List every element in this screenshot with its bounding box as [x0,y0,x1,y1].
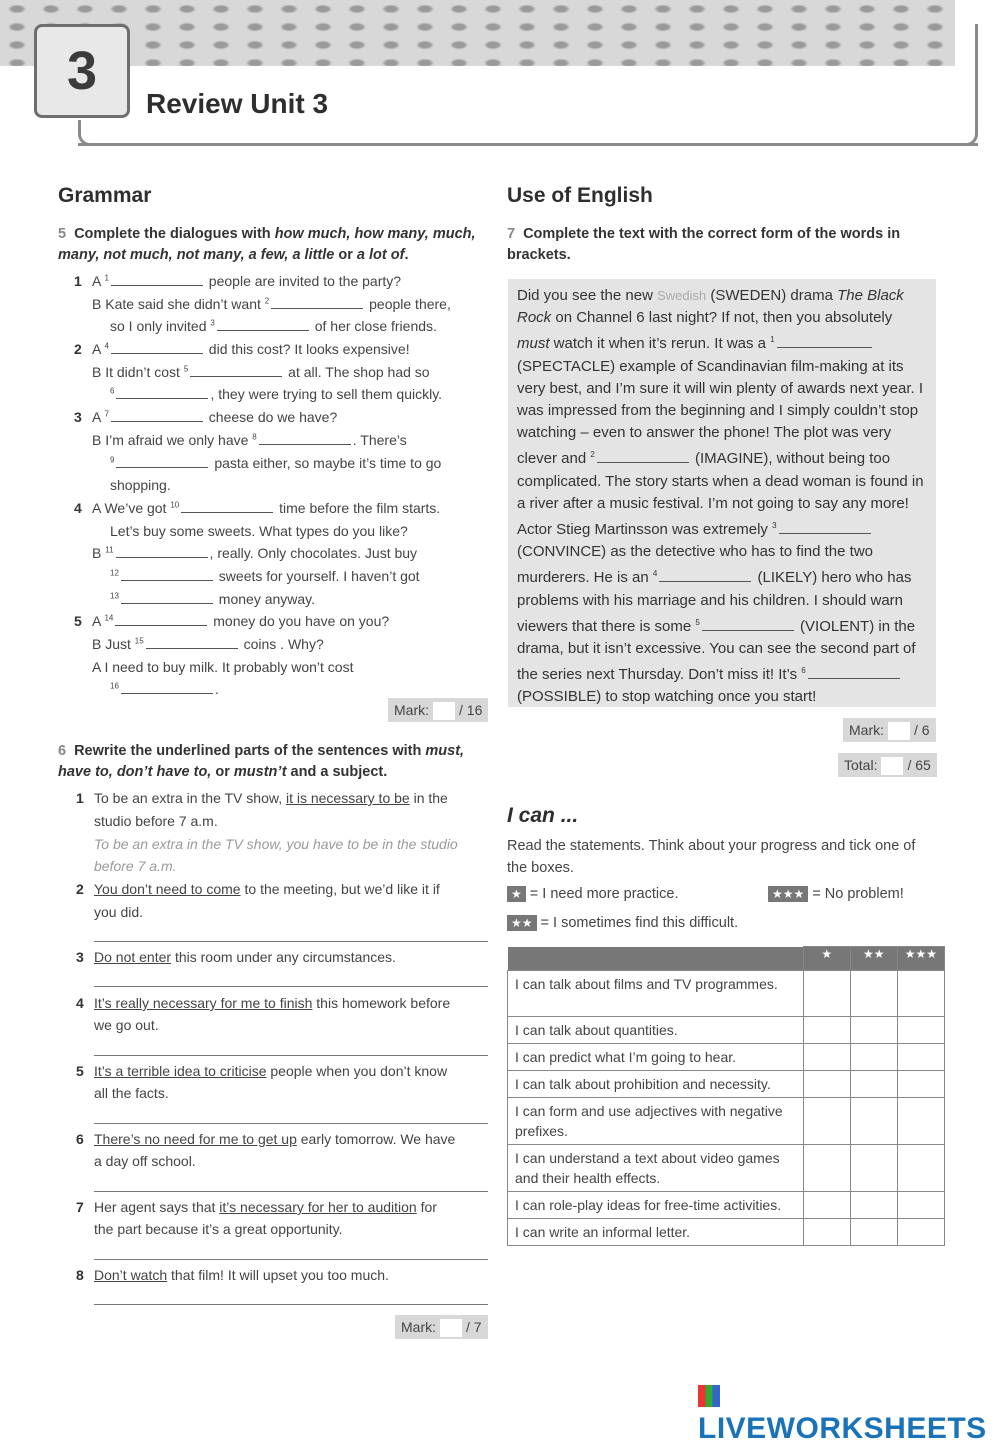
blank-9[interactable] [116,458,208,468]
header-frame-bottom [78,120,978,146]
ex5-instruction: 5 Complete the dialogues with how much, how many, much, many, not much, not many, a few, a little or a lot of. [58,226,476,263]
table-row: I can talk about prohibition and necessity. [508,1071,945,1098]
grammar-heading: Grammar [58,184,152,207]
blank-14[interactable] [115,616,207,626]
tick-box[interactable] [850,1098,897,1145]
answer-line-7[interactable] [94,1259,488,1260]
answer-line-8[interactable] [94,1304,488,1305]
blank-11[interactable] [116,548,208,558]
table-row: I can understand a text about video games and their health effects. [508,1145,945,1192]
blank-8[interactable] [259,435,351,445]
ex6-instruction: 6 Rewrite the underlined parts of the sentences with must, have to, don’t have to, or mustn’t and a subject. [58,743,465,780]
gap-2[interactable] [597,453,689,463]
liveworksheets-logo[interactable]: LIVEWORKSHEETS [698,1378,1000,1446]
blank-4[interactable] [111,344,203,354]
ex7-instruction: 7 Complete the text with the correct form of the words in brackets. [507,226,901,263]
tick-box[interactable] [850,1145,897,1192]
ex5-mark-box[interactable] [433,702,455,720]
tick-box[interactable] [897,971,944,1017]
three-stars-icon: ★★★ [768,886,808,902]
ex5-mark: Mark: / 16 [388,698,488,722]
unit-number-badge: 3 [34,24,130,118]
answer-line-5[interactable] [94,1123,488,1124]
col-two-stars: ★★ [850,947,897,971]
page-title: Review Unit 3 [146,88,329,119]
table-row: I can form and use adjectives with negative prefixes. [508,1098,945,1145]
ican-table-header [508,947,945,971]
ican-intro: Read the statements. Think about your progress and tick one of the boxes. [507,838,916,876]
ican-table [507,946,945,1246]
tick-box[interactable] [850,1219,897,1246]
use-of-english-heading: Use of English [507,184,653,207]
key-one-star: ★ = I need more practice. [507,886,678,902]
tick-box[interactable] [803,1145,850,1192]
table-row: I can predict what I’m going to hear. [508,1044,945,1071]
answer-line-6[interactable] [94,1191,488,1192]
answer-line-3[interactable] [94,986,488,987]
ex6-mark: Mark: / 7 [395,1315,488,1339]
key-three-stars: ★★★ = No problem! [768,886,904,902]
key-two-stars: ★★ = I sometimes find this difficult. [507,915,738,931]
tick-box[interactable] [803,1192,850,1219]
blank-1[interactable] [111,276,203,286]
ex7-mark-box[interactable] [888,722,910,740]
table-row: I can talk about quantities. [508,1017,945,1044]
ex7-mark: Mark: / 6 [843,718,936,742]
gap-1[interactable] [777,338,872,348]
answer-line-4[interactable] [94,1055,488,1056]
liveworksheets-icon [698,1385,720,1407]
gap-5[interactable] [702,621,794,631]
total-mark: Total: / 65 [838,753,937,777]
blank-15[interactable] [146,639,238,649]
gap-4[interactable] [659,572,751,582]
gap-6[interactable] [808,669,900,679]
blank-12[interactable] [121,571,213,581]
ican-heading: I can ... [507,804,579,827]
blank-6[interactable] [116,389,208,399]
total-mark-box[interactable] [881,757,903,775]
tick-box[interactable] [850,971,897,1017]
tick-box[interactable] [850,1017,897,1044]
star-icon: ★ [507,886,526,902]
tick-box[interactable] [803,1071,850,1098]
blank-2[interactable] [271,299,363,309]
tick-box[interactable] [803,1098,850,1145]
blank-5[interactable] [190,367,282,377]
tick-box[interactable] [850,1044,897,1071]
table-row: I can role-play ideas for free-time activities. [508,1192,945,1219]
ex6-mark-box[interactable] [440,1319,462,1337]
blank-3[interactable] [217,321,309,331]
tick-box[interactable] [897,1098,944,1145]
tick-box[interactable] [803,1044,850,1071]
table-row: I can talk about films and TV programmes. [508,971,945,1017]
tick-box[interactable] [803,971,850,1017]
tick-box[interactable] [803,1017,850,1044]
gap-3[interactable] [779,524,871,534]
col-three-stars: ★★★ [897,947,944,971]
ex7-text-box: Did you see the new Swedish (SWEDEN) drama The Black Rock on Channel 6 last night? If not, then you absolutely must watch it when it’s rerun. It was a $^1$ (SPECTACLE) example of Scandinavian film-making at its very best, and I’m sure it will win plenty of awards next year. I was impressed from the beginning and I simply couldn’t stop watching – even to answer the phone! The plot was very clever and $^2$ (IMAGINE), without being too complicated. The story starts when a dead woman is found in a river after a music festival. I’m not going to say any more! Actor Stieg Martinsson was extremely $^3$ (CONVINCE) as the detective who has to find the two murderers. He is an $^4$ (LIKELY) hero who has problems with his marriage and his children. I should warn viewers that there is some $^5$ (VIOLENT) in the drama, but it isn’t excessive. You can see the second part of the series next Thursday. Don’t miss it! It’s $^6$ (POSSIBLE) to stop watching once you start! [508,279,936,707]
table-row: I can write an informal letter. [508,1219,945,1246]
tick-box[interactable] [897,1145,944,1192]
tick-box[interactable] [897,1044,944,1071]
tick-box[interactable] [897,1017,944,1044]
two-stars-icon: ★★ [507,915,537,931]
tick-box[interactable] [897,1219,944,1246]
blank-10[interactable] [181,503,273,513]
blank-7[interactable] [111,412,203,422]
tick-box[interactable] [897,1192,944,1219]
answer-line-2[interactable] [94,941,488,942]
col-one-star: ★ [803,947,850,971]
tick-box[interactable] [803,1219,850,1246]
blank-16[interactable] [121,684,213,694]
tick-box[interactable] [850,1071,897,1098]
tick-box[interactable] [850,1192,897,1219]
tick-box[interactable] [897,1071,944,1098]
blank-13[interactable] [121,594,213,604]
